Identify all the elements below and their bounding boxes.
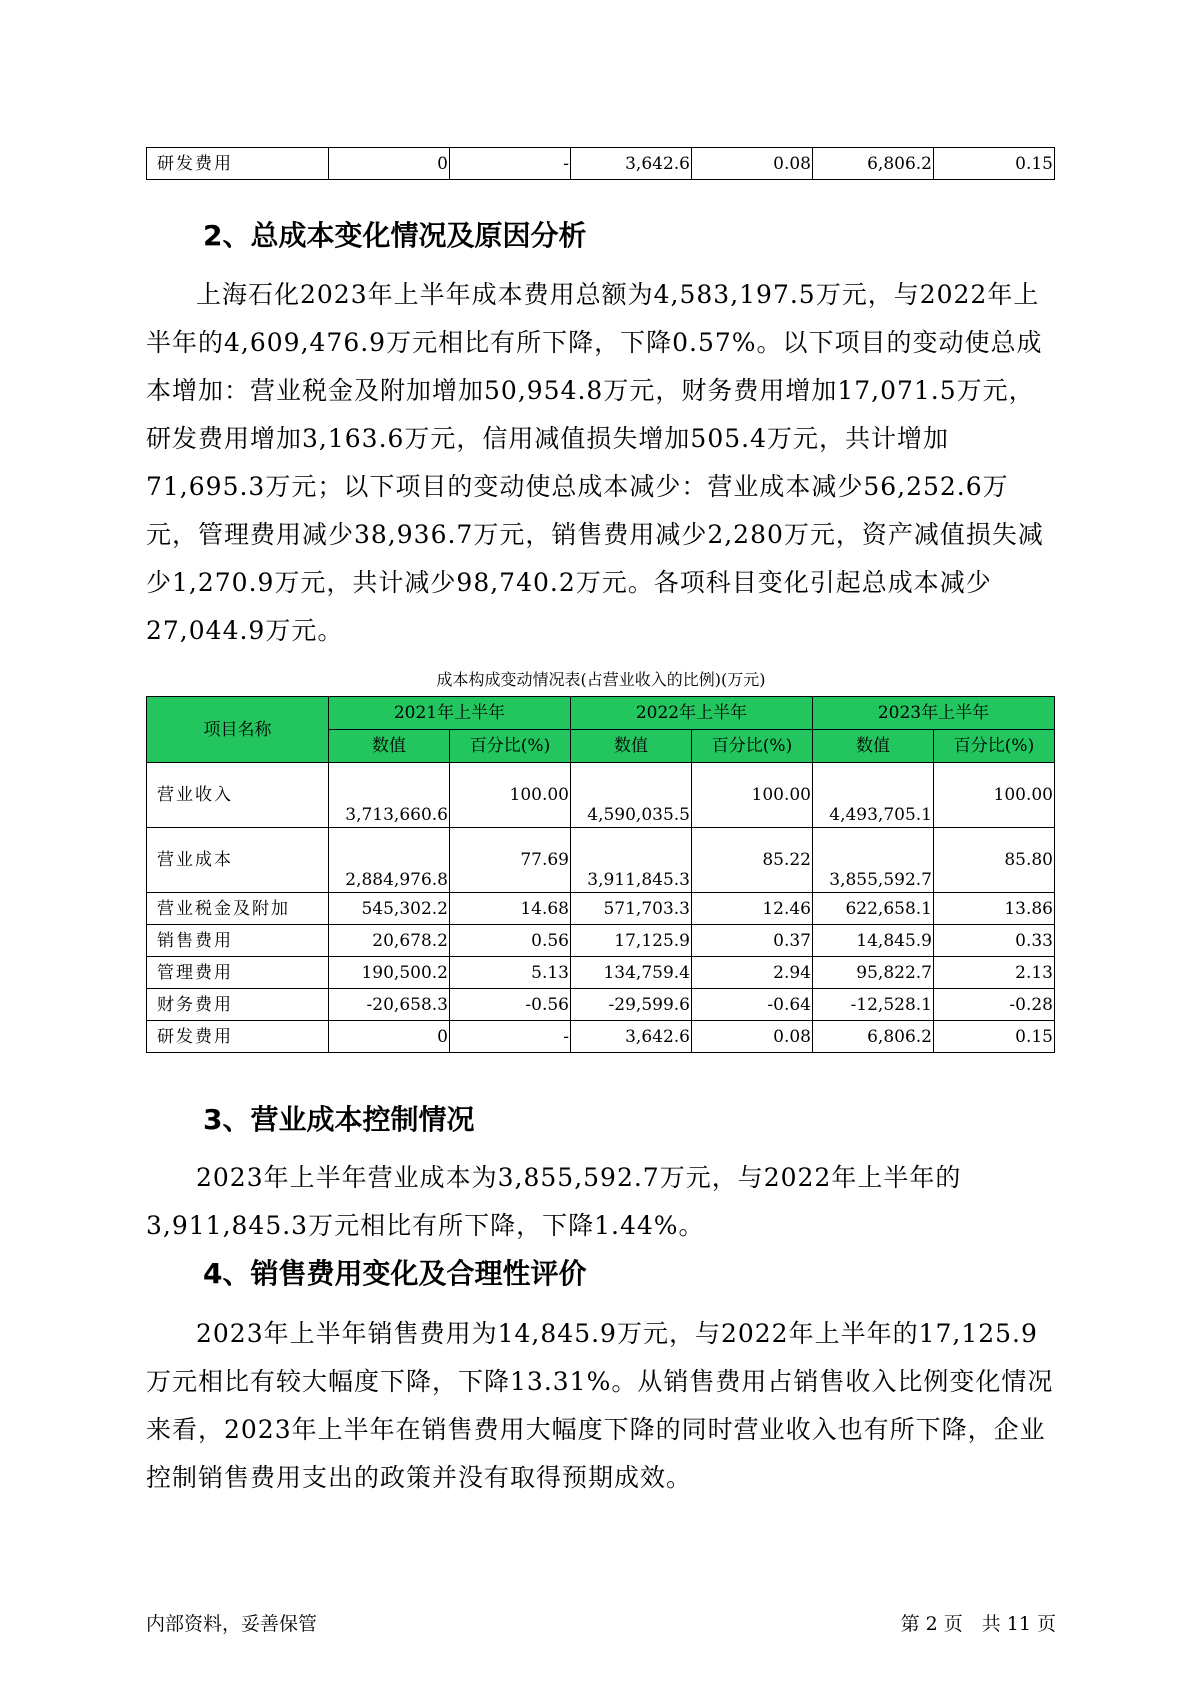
- row-name: 管理费用: [147, 957, 329, 989]
- value-2023: 3,855,592.7: [813, 828, 934, 893]
- pct-2021: 100.00: [450, 763, 571, 828]
- section-3-paragraph: 2023年上半年营业成本为3,855,592.7万元，与2022年上半年的3,911,845.3万元相比有所下降，下降1.44%。: [146, 1163, 962, 1240]
- value-2023: 4,493,705.1: [813, 763, 934, 828]
- row-name: 营业收入: [147, 763, 329, 828]
- header-value: 数值: [571, 730, 692, 763]
- pct-2021: -: [450, 148, 571, 180]
- header-year-2021: 2021年上半年: [329, 697, 571, 730]
- pct-2022: 0.37: [692, 925, 813, 957]
- value-2022: 134,759.4: [571, 957, 692, 989]
- table-row: [147, 1021, 1055, 1053]
- value-2023: 6,806.2: [813, 148, 934, 180]
- cost-structure-table: [146, 696, 1055, 1053]
- value-2022: 17,125.9: [571, 925, 692, 957]
- value-2022: 571,703.3: [571, 893, 692, 925]
- pct-2023: 100.00: [934, 763, 1055, 828]
- pct-2021: 77.69: [450, 828, 571, 893]
- value-2021: 0: [329, 148, 450, 180]
- value-2021: 545,302.2: [329, 893, 450, 925]
- row-name: 营业税金及附加: [147, 893, 329, 925]
- value-2022: -29,599.6: [571, 989, 692, 1021]
- section-4-heading: 4、销售费用变化及合理性评价: [203, 1257, 587, 1290]
- pct-2023: 0.33: [934, 925, 1055, 957]
- header-year-2023: 2023年上半年: [813, 697, 1055, 730]
- pct-2022: 2.94: [692, 957, 813, 989]
- pct-2021: 5.13: [450, 957, 571, 989]
- header-value: 数值: [813, 730, 934, 763]
- value-2022: 3,642.6: [571, 1021, 692, 1053]
- pct-2021: 0.56: [450, 925, 571, 957]
- header-pct: 百分比(%): [692, 730, 813, 763]
- table-row: [147, 893, 1055, 925]
- pct-2023: 0.15: [934, 1021, 1055, 1053]
- header-pct: 百分比(%): [934, 730, 1055, 763]
- table-row: [147, 763, 1055, 828]
- value-2022: 3,911,845.3: [571, 828, 692, 893]
- value-2021: 2,884,976.8: [329, 828, 450, 893]
- header-item-name: 项目名称: [147, 697, 329, 763]
- pct-2021: 14.68: [450, 893, 571, 925]
- pct-2022: 12.46: [692, 893, 813, 925]
- pct-2023: -0.28: [934, 989, 1055, 1021]
- value-2021: 0: [329, 1021, 450, 1053]
- value-2021: -20,658.3: [329, 989, 450, 1021]
- pct-2021: -: [450, 1021, 571, 1053]
- section-2-paragraph: 上海石化2023年上半年成本费用总额为4,583,197.5万元，与2022年上半年的4,609,476.9万元相比有所下降，下降0.57%。以下项目的变动使总成本增加：营业税金及附加增加50,954.8万元，财务费用增加17,071.5万元，研发费用增加3,163.6万元，信用减值损失增加505.4万元，共计增加71,695.3万元；以下项目的变动使总成本减少：营业成本减少56,252.6万元，管理费用减少38,936.7万元，销售费用减少2,280万元，资产减值损失减少1,270.9万元，共计减少98,740.2万元。各项科目变化引起总成本减少27,044.9万元。: [146, 280, 1044, 645]
- value-2022: 4,590,035.5: [571, 763, 692, 828]
- row-name: 营业成本: [147, 828, 329, 893]
- table-row: [147, 957, 1055, 989]
- pct-2023: 2.13: [934, 957, 1055, 989]
- table-row: [147, 828, 1055, 893]
- table-header-row: [147, 697, 1055, 730]
- row-name: 研发费用: [147, 1021, 329, 1053]
- continued-table: [146, 147, 1055, 180]
- header-pct: 百分比(%): [450, 730, 571, 763]
- value-2021: 3,713,660.6: [329, 763, 450, 828]
- table-row: [147, 989, 1055, 1021]
- header-year-2022: 2022年上半年: [571, 697, 813, 730]
- row-name: 研发费用: [147, 148, 329, 180]
- pct-2023: 0.15: [934, 148, 1055, 180]
- table-row: [147, 925, 1055, 957]
- value-2023: -12,528.1: [813, 989, 934, 1021]
- table-caption: 成本构成变动情况表(占营业收入的比例)(万元): [436, 670, 766, 689]
- pct-2023: 85.80: [934, 828, 1055, 893]
- footer-confidential-note: 内部资料，妥善保管: [146, 1613, 318, 1635]
- pct-2022: 0.08: [692, 1021, 813, 1053]
- value-2023: 95,822.7: [813, 957, 934, 989]
- section-4-paragraph: 2023年上半年销售费用为14,845.9万元，与2022年上半年的17,125.9万元相比有较大幅度下降，下降13.31%。从销售费用占销售收入比例变化情况来看，2023年上半年在销售费用大幅度下降的同时营业收入也有所下降，企业控制销售费用支出的政策并没有取得预期成效。: [146, 1319, 1054, 1492]
- pct-2021: -0.56: [450, 989, 571, 1021]
- table-row: [147, 148, 1055, 180]
- section-3-heading: 3、营业成本控制情况: [203, 1103, 475, 1136]
- value-2023: 6,806.2: [813, 1021, 934, 1053]
- pct-2023: 13.86: [934, 893, 1055, 925]
- row-name: 财务费用: [147, 989, 329, 1021]
- row-name: 销售费用: [147, 925, 329, 957]
- pct-2022: 85.22: [692, 828, 813, 893]
- value-2021: 190,500.2: [329, 957, 450, 989]
- value-2021: 20,678.2: [329, 925, 450, 957]
- value-2023: 622,658.1: [813, 893, 934, 925]
- header-value: 数值: [329, 730, 450, 763]
- pct-2022: 100.00: [692, 763, 813, 828]
- value-2023: 14,845.9: [813, 925, 934, 957]
- footer-page-number: 第 2 页 共 11 页: [900, 1613, 1056, 1635]
- section-2-heading: 2、总成本变化情况及原因分析: [203, 219, 587, 252]
- pct-2022: -0.64: [692, 989, 813, 1021]
- pct-2022: 0.08: [692, 148, 813, 180]
- value-2022: 3,642.6: [571, 148, 692, 180]
